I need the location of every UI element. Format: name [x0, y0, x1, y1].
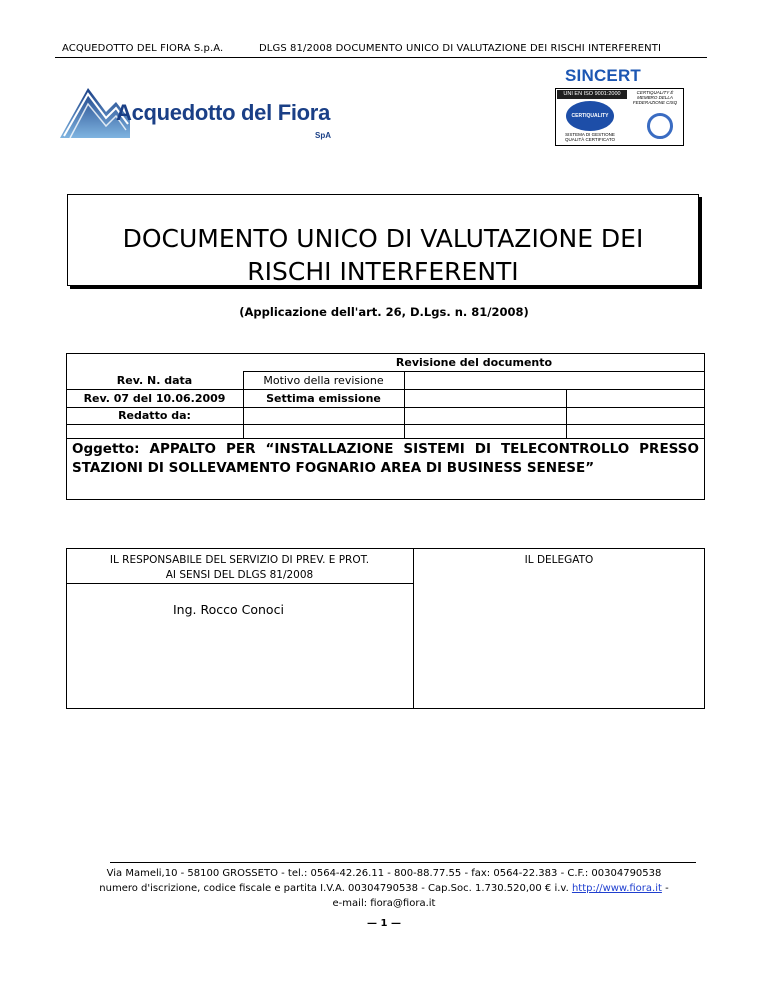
table-rule: [413, 548, 414, 709]
footer-email: e-mail: fiora@fiora.it: [332, 898, 436, 909]
table-rule: [66, 438, 705, 439]
sincert-logo: SINCERT: [565, 66, 642, 85]
motivo-column-label: Motivo della revisione: [263, 374, 384, 387]
table-rule: [243, 371, 705, 372]
cert-standard: UNI EN ISO 9001:2000: [557, 90, 627, 99]
document-subtitle: (Applicazione dell'art. 26, D.Lgs. n. 81/2008): [239, 305, 529, 319]
oggetto-text: Oggetto: APPALTO PER “INSTALLAZIONE SISTEMI DI TELECONTROLLO PRESSO STAZIONI DI SOLLEVAMENTO FOGNARIO AREA DI BUSINESS SENESE”: [72, 441, 699, 476]
rspp-heading-line1: IL RESPONSABILE DEL SERVIZIO DI PREV. E PROT.: [109, 554, 370, 566]
table-rule: [404, 371, 405, 438]
motivo-value: Settima emissione: [266, 392, 381, 405]
website-link[interactable]: http://www.fiora.it: [571, 883, 662, 894]
page-number: — 1 —: [367, 918, 401, 929]
cert-mark: CERTIQUALITY: [571, 113, 609, 119]
redatto-label: Redatto da:: [118, 409, 191, 422]
header-rule: [55, 57, 707, 58]
logo-wordmark: Acquedotto del Fiora: [116, 100, 331, 125]
revision-heading: Revisione del documento: [395, 356, 553, 369]
rev-column-label: Rev. N. data: [116, 374, 193, 387]
table-rule: [66, 389, 705, 390]
header-doc-title: DLGS 81/2008 DOCUMENTO UNICO DI VALUTAZIONE DEI RISCHI INTERFERENTI: [259, 43, 661, 54]
document-title-line1: DOCUMENTO UNICO DI VALUTAZIONE DEI: [122, 224, 644, 253]
footer-dash: -: [665, 883, 669, 894]
rspp-heading: [66, 553, 413, 583]
cisq-badge-icon: [647, 113, 673, 139]
footer-rule: [110, 862, 696, 863]
document-title: [67, 222, 699, 288]
table-rule: [66, 407, 705, 408]
table-rule: [566, 389, 567, 438]
footer-registration-text: numero d'iscrizione, codice fiscale e partita I.V.A. 00304790538 - Cap.Soc. 1.730.520,00 € i.v.: [99, 883, 569, 894]
footer-registration: [0, 883, 768, 894]
header-company: ACQUEDOTTO DEL FIORA S.p.A.: [62, 43, 224, 54]
rspp-name: Ing. Rocco Conoci: [173, 602, 284, 617]
rspp-heading-line2: AI SENSI DEL DLGS 81/2008: [165, 569, 314, 581]
rev-value: Rev. 07 del 10.06.2009: [83, 392, 226, 405]
logo-suffix: SpA: [315, 131, 331, 140]
delegato-heading: IL DELEGATO: [524, 554, 594, 566]
table-rule: [66, 583, 413, 584]
cert-member: CERTIQUALITY È MEMBRO DELLA FEDERAZIONE CISQ: [632, 90, 678, 105]
document-title-line2: RISCHI INTERFERENTI: [247, 257, 519, 286]
cert-system: SISTEMA DI GESTIONE QUALITÀ CERTIFICATO: [564, 132, 615, 142]
table-rule: [66, 424, 705, 425]
footer-address: Via Mameli,10 - 58100 GROSSETO - tel.: 0564-42.26.11 - 800-88.77.55 - fax: 0564-22.383 - C.F.: 00304790538: [106, 868, 662, 879]
